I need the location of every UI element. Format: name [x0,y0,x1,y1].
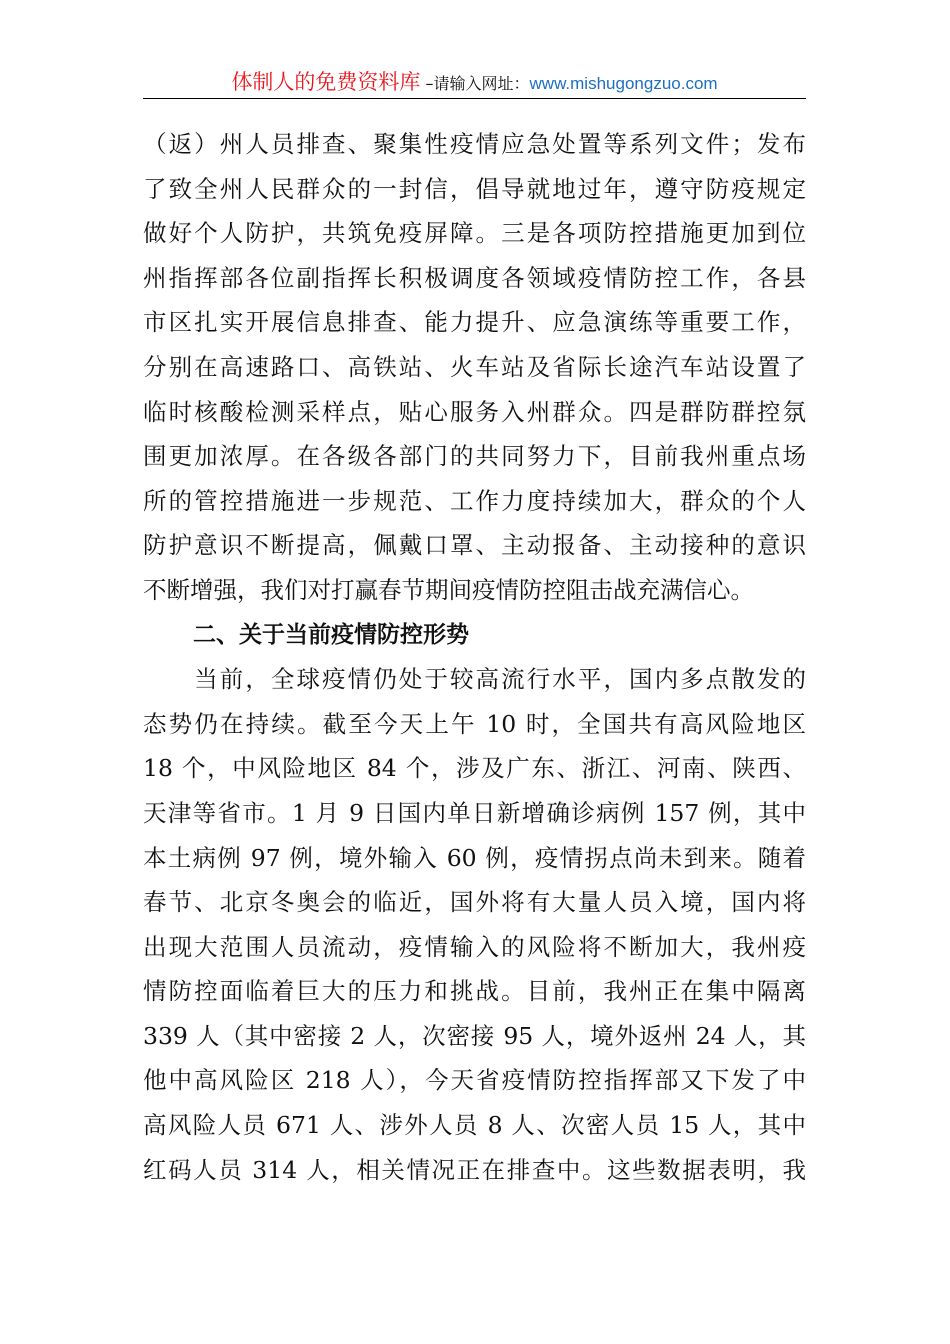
paragraph-line: 态势仍在持续。截至今天上午 10 时，全国共有高风险地区 [143,709,806,738]
paragraph-line: 出现大范围人员流动，疫情输入的风险将不断加大，我州疫 [143,932,806,961]
paragraph-line: 高风险人员 671 人、涉外人员 8 人、次密人员 15 人，其中 [143,1111,806,1140]
document-body [143,122,806,1192]
section-heading: 二、关于当前疫情防控形势 [193,621,469,648]
paragraph-line: 围更加浓厚。在各级各部门的共同努力下，目前我州重点场 [143,442,806,471]
paragraph-line: 州指挥部各位副指挥长积极调度各领域疫情防控工作，各县 [143,263,806,292]
page-header [143,66,806,98]
paragraph-line: 红码人员 314 人，相关情况正在排查中。这些数据表明，我 [143,1155,806,1184]
paragraph-line: 市区扎实开展信息排查、能力提升、应急演练等重要工作， [143,308,806,337]
paragraph-line: 当前，全球疫情仍处于较高流行水平，国内多点散发的 [143,665,806,694]
paragraph-line: （返）州人员排查、聚集性疫情应急处置等系列文件；发布 [143,130,806,158]
brand-title: 体制人的免费资料库 [231,70,421,94]
paragraph-line: 339 人（其中密接 2 人，次密接 95 人，境外返州 24 人，其 [143,1021,806,1050]
paragraph-line: 18 个，中风险地区 84 个，涉及广东、浙江、河南、陕西、 [143,754,806,783]
paragraph-line: 了致全州人民群众的一封信，倡导就地过年，遵守防疫规定 [143,174,806,203]
paragraph-line: 情防控面临着巨大的压力和挑战。目前，我州正在集中隔离 [143,977,806,1006]
url-prompt: –请输入网址： [420,74,530,93]
paragraph-line: 所的管控措施进一步规范、工作力度持续加大，群众的个人 [143,486,806,515]
paragraph-line: 分别在高速路口、高铁站、火车站及省际长途汽车站设置了 [143,352,806,381]
website-link[interactable]: www.mishugongzuo.com [529,74,718,93]
paragraph-line: 本土病例 97 例，境外输入 60 例，疫情拐点尚未到来。随着 [143,843,806,872]
header-divider [143,98,806,99]
paragraph-line: 他中高风险区 218 人），今天省疫情防控指挥部又下发了中 [143,1066,806,1095]
paragraph-line: 做好个人防护，共筑免疫屏障。三是各项防控措施更加到位 [143,219,806,248]
paragraph-line: 春节、北京冬奥会的临近，国外将有大量人员入境，国内将 [143,888,806,917]
paragraph-line: 不断增强，我们对打赢春节期间疫情防控阻击战充满信心。 [143,575,754,604]
paragraph-line: 防护意识不断提高，佩戴口罩、主动报备、主动接种的意识 [143,531,806,560]
paragraph-line: 临时核酸检测采样点，贴心服务入州群众。四是群防群控氛 [143,397,806,426]
paragraph-line: 天津等省市。1 月 9 日国内单日新增确诊病例 157 例，其中 [143,798,806,827]
